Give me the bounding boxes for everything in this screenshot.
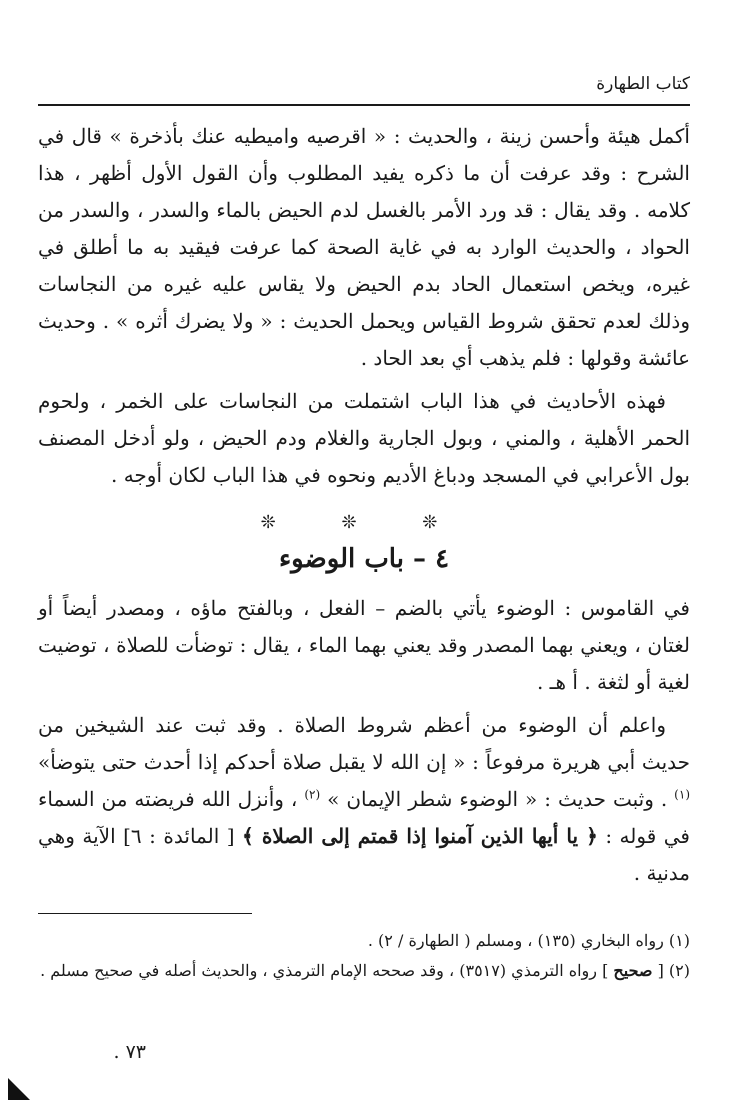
footnote-2-number: (٢) [ [652,961,690,980]
footnote-2-text: ] رواه الترمذي (٣٥١٧) ، وقد صححه الإمام الترمذي ، والحديث أصله في صحيح مسلم . [40,961,614,980]
page-number: ٧٣ . [113,1041,146,1063]
footnote-1: (١) رواه البخاري (١٣٥) ، ومسلم ( الطهارة / ٢) . [367,931,690,950]
section-title: ٤ – باب الوضوء [278,544,450,574]
paragraph-2: فهذه الأحاديث في هذا الباب اشتملت من النجاسات على الخمر ، ولحوم الحمر الأهلية ، والمني ، وبول الجارية والغلام ودم الحيض ، ولو أدخل المصنف بول الأعرابي في المسجد ودباغ الأديم ونحوه في هذا الباب لكان أوجه . [38,389,690,487]
paragraph-4-part-d: [ المائدة : ٦] الآية وهي مدنية . [38,824,690,885]
paragraph-4-part-c: ، وأنزل الله فريضته من السماء في قوله : [38,787,690,848]
main-text [38,118,690,892]
quran-verse: ﴿ يا أيها الذين آمنوا إذا قمتم إلى الصلاة ﴾ [242,824,598,848]
running-title: كتاب الطهارة [596,74,690,94]
paragraph-4-part-a: واعلم أن الوضوء من أعظم شروط الصلاة . وقد ثبت عند الشيخين من حديث أبي هريرة مرفوعاً : « إن الله لا يقبل صلاة أحدكم إذا أحدث حتى يتوضأ» [38,713,690,774]
paragraph-1: أكمل هيئة وأحسن زينة ، والحديث : « اقرصيه واميطيه عنك بأذخرة » قال في الشرح : وقد عرفت أن ما ذكره يفيد المطلوب وأن القول الأول أظهر ، هذا كلامه . وقد يقال : قد ورد الأمر بالغسل لدم الحيض بالماء والسدر ، والسدر من الحواد ، والحديث الوارد به في غاية الصحة كما عرفت فيقيد به ما أطلق في غيره، ويخص استعمال الحاد بدم الحيض ولا يقاس عليه غيره من النجاسات وذلك لعدم تحقق شروط القياس ويحمل الحديث : « ولا يضرك أثره » . وحديث عائشة وقولها : فلم يذهب أي بعد الحاد . [38,124,691,370]
paragraph-3: في القاموس : الوضوء يأتي بالضم – الفعل ، وبالفتح ماؤه ، ومصدر أيضاً أو لغتان ، ويعني بهما المصدر وقد يعني بهما الماء ، يقال : توضأت للصلاة ، توضيت لغية أو لثغة . أ هـ . [38,596,690,694]
footnotes [38,926,690,986]
footnote-ref-1[interactable]: (١) [674,787,690,802]
section-separator-ornaments: ❊ ❊ ❊ [260,512,468,533]
footnote-ref-2[interactable]: (٢) [304,787,321,802]
paragraph-4 [38,707,690,892]
footnote-2-grade: صحيح [613,961,653,980]
footnote-2 [38,956,690,986]
paragraph-4-part-b: . وثبت حديث : « الوضوء شطر الإيمان » [320,787,675,811]
header-rule [38,104,690,106]
page-corner-triangle-icon [8,1078,30,1100]
footnote-rule [38,913,252,914]
